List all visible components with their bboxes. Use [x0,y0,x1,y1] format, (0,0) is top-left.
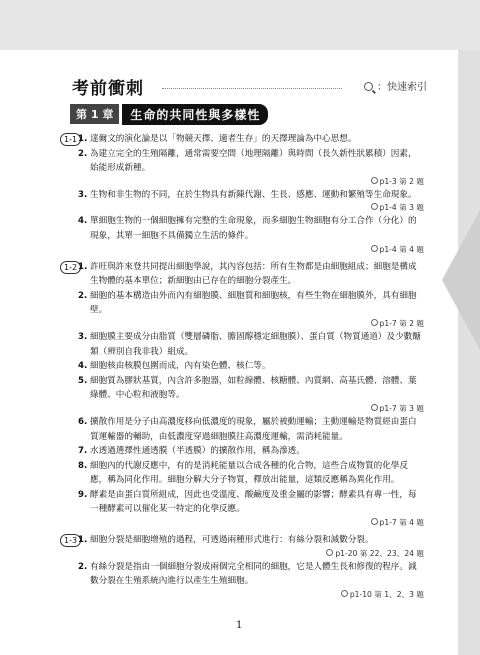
search-icon [341,590,348,597]
item-number: 9. [78,489,88,500]
item-text: 細胞分裂是細胞增殖的過程，可透過兩種形式進行：有絲分裂和減數分裂。 [90,535,374,546]
quick-index-label: ：快速索引 [377,82,427,93]
note-item [64,533,424,560]
page-reference[interactable] [90,202,424,214]
page-tab-marker [442,210,480,350]
note-item [64,459,424,488]
section-gap [64,601,424,605]
item-number: 5. [78,375,88,386]
item-text: 為建立完全的生殖隔離，通常需要空間（地理隔離）與時間（長久新性狀累積）因素，始能形成新種。 [90,148,417,174]
search-icon [371,203,378,210]
chapter-heading [70,104,268,122]
item-number: 4. [78,216,88,227]
item-text: 細胞內的代謝反應中，有的是消耗能量以合成各種的化合物，這些合成物質的化學反應，稱為同化作用。細胞分解大分子物質，釋放出能量，這類反應稱為異化作用。 [90,460,408,486]
search-icon [371,319,378,326]
note-item [64,374,424,415]
item-text: 達爾文的演化論是以「物競天擇、適者生存」的天擇理論為中心思想。 [90,134,357,144]
item-number: 1. [78,261,88,272]
item-text: 細胞膜主要成分由脂質（雙層磷脂、膽固醇穩定細胞膜）、蛋白質（物質通道）及少數醣類（辨別自我非我）組成。 [90,331,421,357]
page-reference-label: p1-7 第 4 題 [379,518,424,528]
section-label: 1-1 [60,133,81,146]
search-icon [371,404,378,411]
note-item [64,214,424,255]
section-label: 1-2 [60,261,81,274]
chapter-title: 生命的共同性與多樣性 [122,104,268,125]
note-item [64,147,424,188]
item-number: 3. [78,331,88,342]
page-reference[interactable] [90,589,424,601]
note-item [64,359,424,374]
page-reference[interactable] [90,318,424,330]
item-number: 8. [78,460,88,471]
page-reference-label: p1-10 第 1、2、3 題 [349,589,424,599]
note-item [64,188,424,215]
item-text: 水透過選擇性通透膜（半透膜）的擴散作用，稱為滲透。 [90,446,305,457]
note-item [64,488,424,529]
page-reference-label: p1-4 第 4 題 [379,244,424,254]
top-band [0,0,480,50]
item-number: 3. [78,189,88,200]
item-number: 1. [78,134,88,144]
item-number: 4. [78,361,88,372]
item-text: 細胞質為膠狀基質，內含許多胞器，如粒線體、核糖體、內質網、高基氏體、溶體、葉綠體、中心粒和液胞等。 [90,375,417,401]
note-item [64,444,424,459]
page-reference[interactable] [90,176,424,188]
page-reference[interactable] [90,517,424,529]
item-text: 生物和非生物的不同，在於生物具有新陳代謝、生長、感應、運動和繁殖等生命現象。 [90,189,417,200]
search-icon [371,518,378,525]
note-item [64,415,424,444]
search-icon [326,549,333,556]
page-reference-label: p1-7 第 2 題 [379,318,424,328]
search-icon [371,245,378,252]
header [72,74,427,99]
item-text: 擴散作用是分子由高濃度移向低濃度的現象，屬於被動運輸；主動運輸是物質經由蛋白質運輸器的輔助，由低濃度穿過細胞膜往高濃度運輸，需消耗能量。 [90,416,417,442]
item-number: 1. [78,535,88,546]
item-number: 2. [78,290,88,301]
item-number: 7. [78,446,88,457]
item-text: 細胞的基本構造由外而內有細胞膜、細胞質和細胞核，有些生物在細胞膜外，具有細胞壁。 [90,290,417,316]
section-label: 1-3 [60,534,81,547]
page-reference[interactable] [90,403,424,415]
search-icon [364,82,373,91]
page-number: 1 [236,620,243,631]
notes-content [64,132,424,605]
item-text: 酵素是由蛋白質所組成，因此也受溫度、酸鹼度及重金屬的影響；酵素具有專一性，每一種酵素可以催化某一特定的化學反應。 [90,489,417,515]
note-item [64,132,424,147]
item-text: 單細胞生物的一個細胞擁有完整的生命現象，而多細胞生物細胞有分工合作（分化）的現象，其單一細胞不具備獨立生活的條件。 [90,216,417,241]
header-divider [162,88,342,89]
item-number: 2. [78,148,88,159]
quick-index [364,78,427,93]
item-number: 6. [78,416,88,427]
page-reference-label: p1-3 第 2 題 [379,176,424,186]
item-text: 許旺與許來登共同提出細胞學說，其內容包括：所有生物都是由細胞組成；細胞是構成生物體的基本單位；新細胞由已存在的細胞分裂產生。 [90,261,417,287]
note-item [64,289,424,330]
right-margin-band [458,50,480,655]
page-reference-label: p1-7 第 3 題 [379,403,424,413]
item-text: 有絲分裂是指由一個細胞分裂成兩個完全相同的細胞，它是人體生長和修復的程序。減數分裂在生殖系統內進行以產生生殖細胞。 [90,561,417,587]
chapter-badge: 第 1 章 [70,104,119,124]
page-title: 考前衝刺 [72,79,144,99]
page-reference[interactable] [90,244,424,256]
page-reference-label: p1-20 第 22、23、24 題 [335,548,424,558]
note-item [64,260,424,289]
note-item [64,330,424,359]
page-reference-label: p1-4 第 3 題 [379,203,424,213]
note-item [64,560,424,601]
item-text: 細胞核由核膜包圍而成，內有染色體、核仁等。 [90,361,271,372]
page-reference[interactable] [90,548,424,560]
search-icon [371,177,378,184]
item-number: 2. [78,561,88,572]
